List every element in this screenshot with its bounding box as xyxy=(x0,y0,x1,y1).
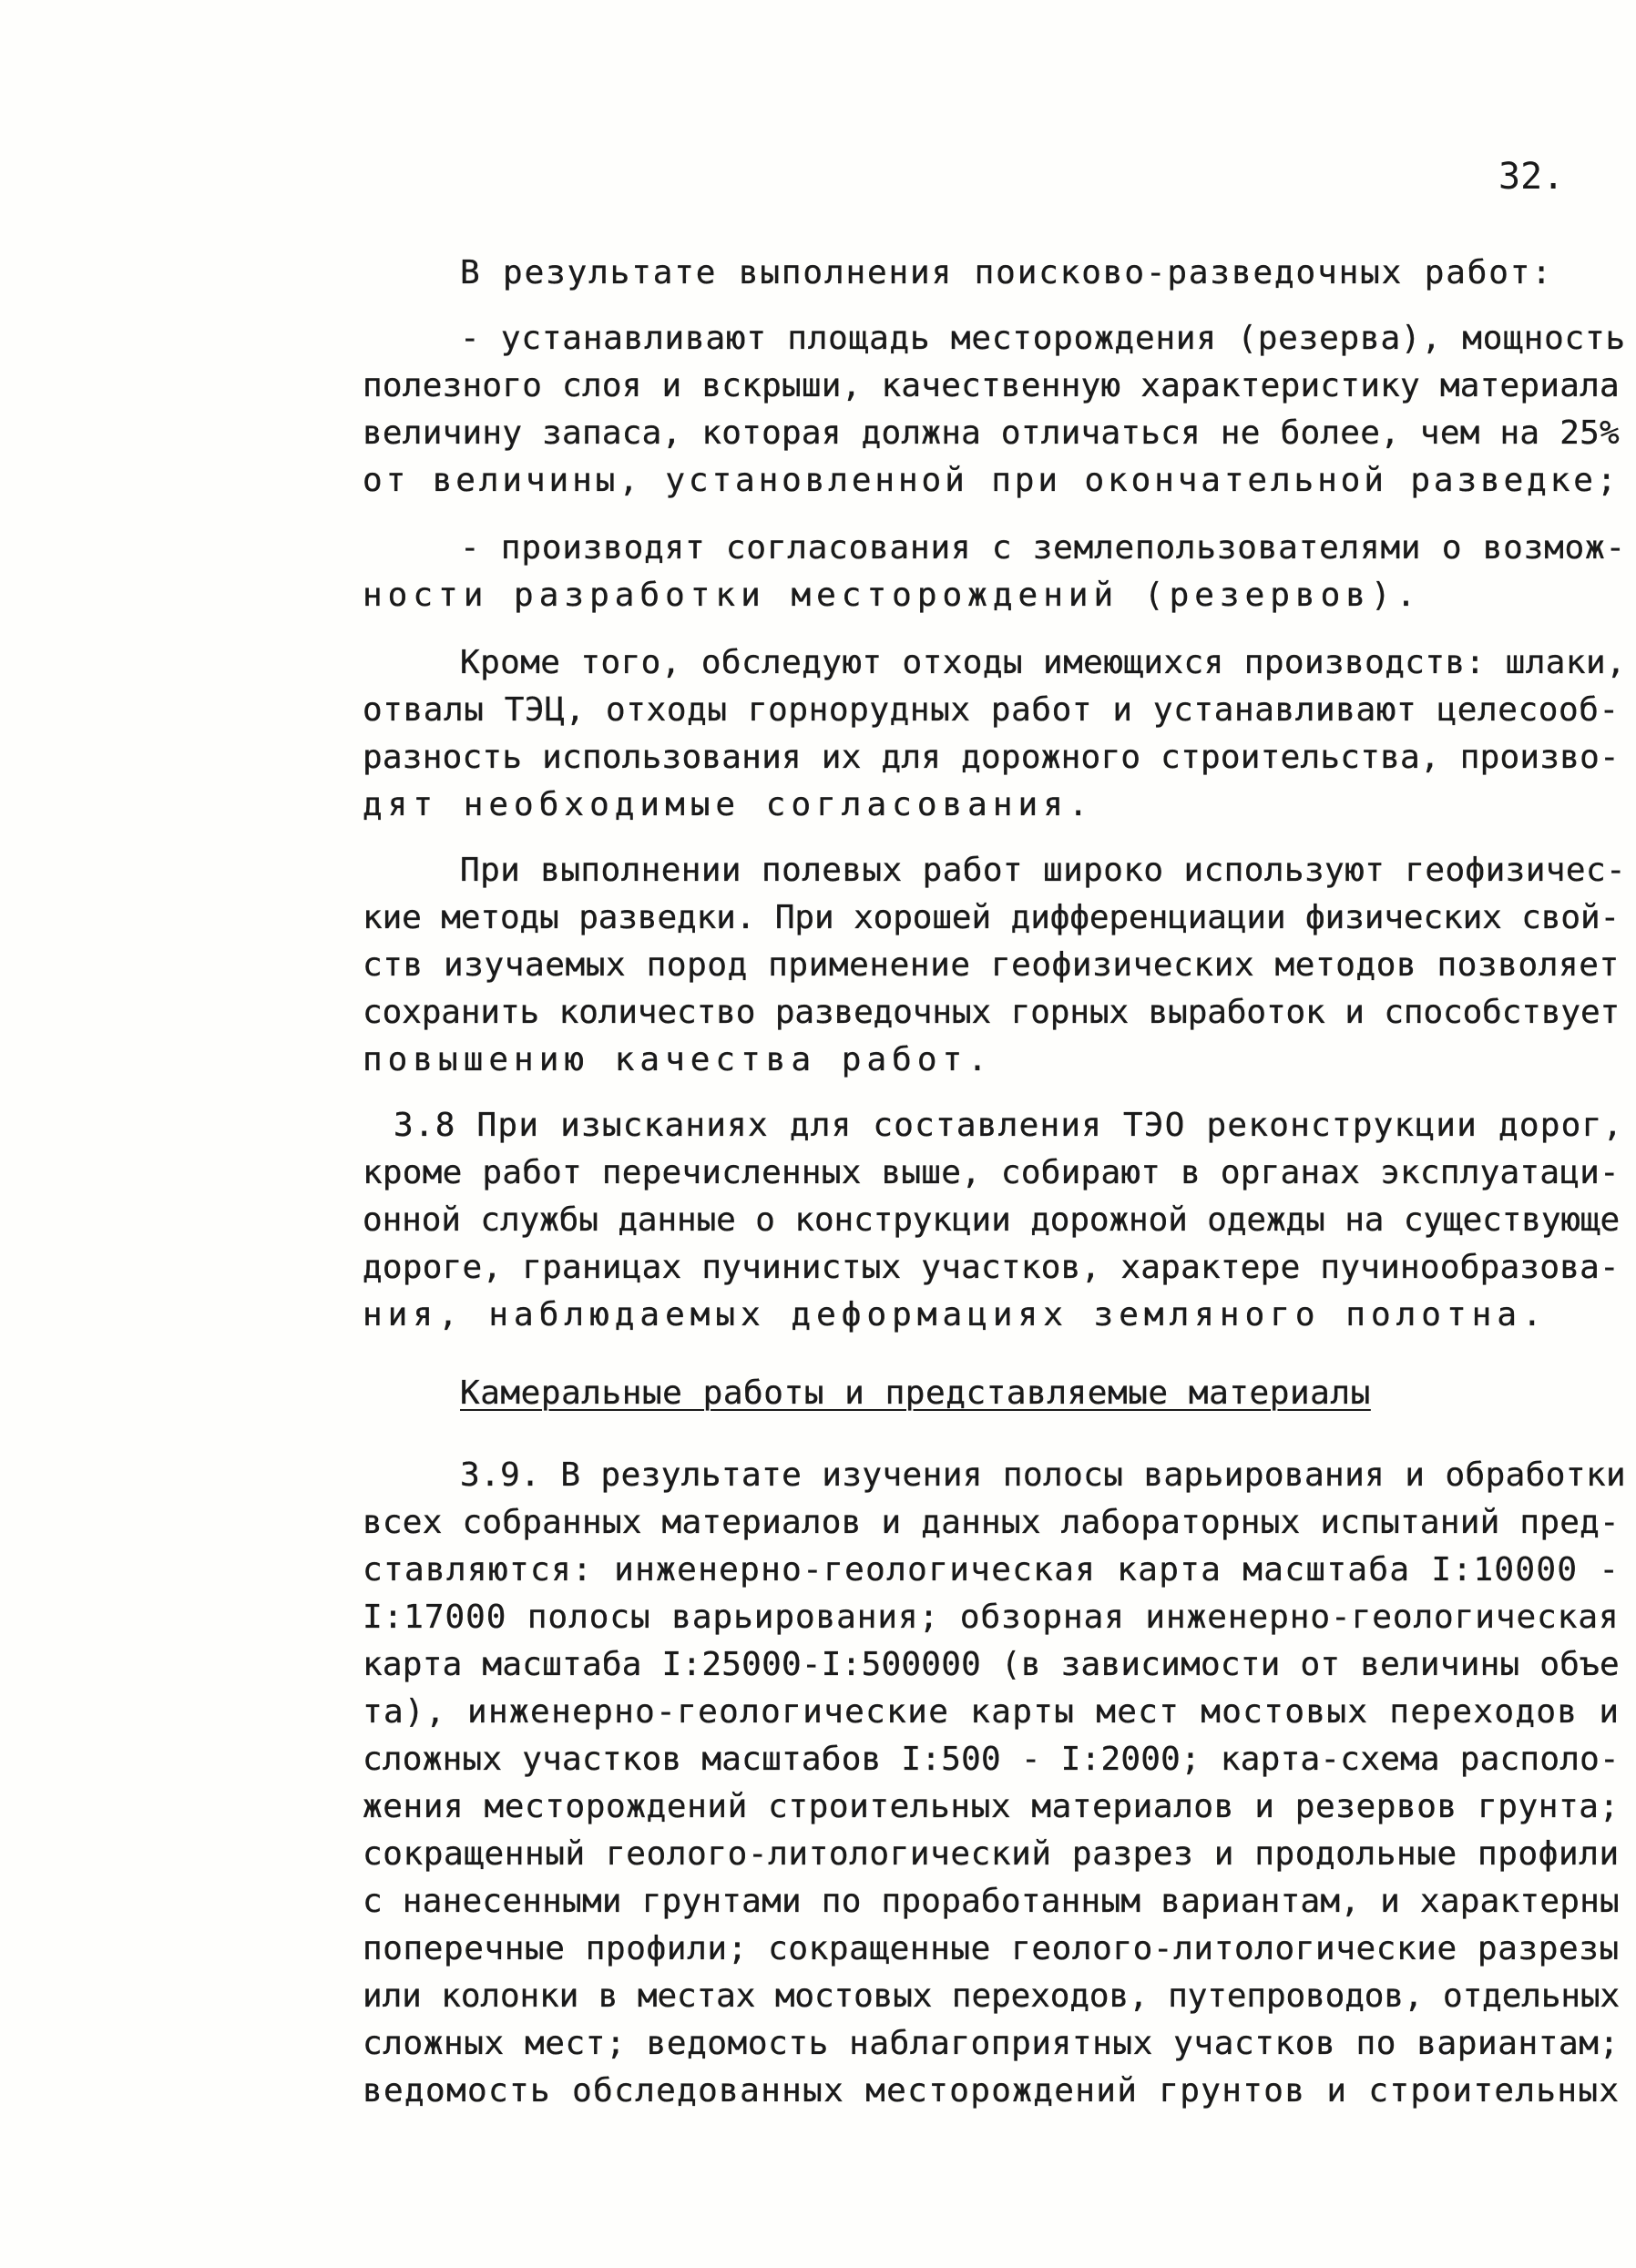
text-line: При выполнении полевых работ широко используют геофизичес- xyxy=(460,852,1627,889)
text-line: поперечные профили; сокращенные геолого-литологические разрезы xyxy=(363,1930,1620,1967)
text-line: - производят согласования с землепользователями о возмож- xyxy=(460,529,1626,567)
text-line: дороге, границах пучинистых участков, характере пучинообразова- xyxy=(363,1249,1620,1286)
text-line: кроме работ перечисленных выше, собирают в органах эксплуатаци- xyxy=(363,1154,1620,1191)
text-line: жения месторождений строительных материалов и резервов грунта; xyxy=(363,1788,1620,1825)
text-line: полезного слоя и вскрыши, качественную характеристику материала xyxy=(363,367,1620,404)
text-line: разность использования их для дорожного строительства, произво- xyxy=(363,739,1620,776)
text-line: ставляются: инженерно-геологическая карта масштаба I:10000 - xyxy=(363,1551,1621,1589)
text-line: всех собранных материалов и данных лабораторных испытаний пред- xyxy=(363,1504,1620,1541)
text-line: сложных мест; ведомость наблагоприятных участков по вариантам; xyxy=(363,2025,1620,2062)
text-line: сохранить количество разведочных горных выработок и способствует xyxy=(363,994,1621,1031)
text-line: ности разработки месторождений (резервов). xyxy=(363,577,1422,614)
text-line: 3.9. В результате изучения полосы варьирования и обработки xyxy=(460,1456,1627,1494)
text-line: карта масштаба I:25000-I:500000 (в зависимости от величины объе xyxy=(363,1646,1620,1683)
text-line: кие методы разведки. При хорошей дифференциации физических свой- xyxy=(363,899,1621,936)
text-line: или колонки в местах мостовых переходов, путепроводов, отдельных xyxy=(363,1977,1621,2015)
text-line: сокращенный геолого-литологический разрез и продольные профили xyxy=(363,1835,1620,1873)
text-line: - устанавливают площадь месторождения (резерва), мощность xyxy=(460,320,1626,357)
text-line: величину запаса, которая должна отличаться не более, чем на 25% xyxy=(363,414,1620,452)
text-line: с нанесенными грунтами по проработанным вариантам, и характерны xyxy=(363,1883,1620,1920)
text-line: повышению качества работ. xyxy=(363,1041,993,1078)
text-line: та), инженерно-геологические карты мест мостовых переходов и xyxy=(363,1693,1621,1731)
text-line: В результате выполнения поисково-разведочных работ: xyxy=(460,254,1553,291)
text-line: ния, наблюдаемых деформациях земляного полотна. xyxy=(363,1296,1548,1333)
text-line: ств изучаемых пород применение геофизических методов позволяет xyxy=(363,946,1620,984)
text-line: сложных участков масштабов I:500 - I:2000; карта-схема располо- xyxy=(363,1741,1620,1778)
text-line: отвалы ТЭЦ, отходы горнорудных работ и устанавливают целесооб- xyxy=(363,691,1620,729)
text-line: 3.8 При изысканиях для составления ТЭО реконструкции дорог, xyxy=(394,1107,1624,1144)
page-number: 32. xyxy=(1498,156,1565,198)
text-line: дят необходимые согласования. xyxy=(363,786,1094,823)
text-line: ведомость обследованных месторождений грунтов и строительных xyxy=(363,2072,1621,2110)
text-line: от величины, установленной при окончательной разведке; xyxy=(363,462,1621,499)
section-heading: Камеральные работы и представляемые материалы xyxy=(460,1374,1371,1412)
text-line: I:17000 полосы варьирования; обзорная инженерно-геологическая xyxy=(363,1599,1620,1636)
text-line: Кроме того, обследуют отходы имеющихся производств: шлаки, xyxy=(460,644,1627,681)
text-line: онной службы данные о конструкции дорожной одежды на существующе xyxy=(363,1201,1621,1239)
